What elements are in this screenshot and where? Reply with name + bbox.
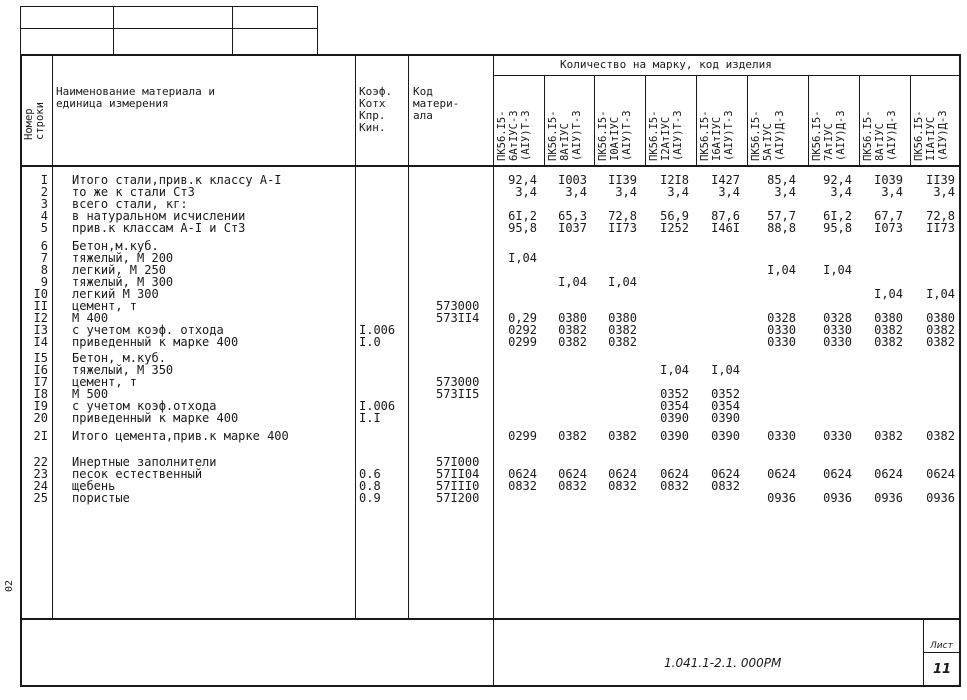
quantity-cell: 0380 [558, 311, 587, 325]
quantity-cell: 0624 [767, 467, 796, 481]
row-number: I3 [33, 323, 48, 337]
quantity-cell: 0354 [711, 399, 740, 413]
row-number: I6 [33, 363, 48, 377]
product-column-header: ПК56.I5- I6АтIУС (АIУ)Т-3 [699, 110, 735, 161]
quantity-cell: 0832 [660, 479, 689, 493]
quantity-cell: 0354 [660, 399, 689, 413]
quantity-cell: 0382 [608, 335, 637, 349]
material-name: Итого цемента,прив.к марке 400 [72, 429, 289, 443]
quantity-cell: 3,4 [667, 185, 689, 199]
material-name: Бетон,м.куб. [72, 239, 159, 253]
quantity-cell: I,04 [823, 263, 852, 277]
row-number: 4 [40, 209, 48, 223]
quantity-cell: 0390 [660, 411, 689, 425]
material-name: в натуральном исчислении [72, 209, 246, 223]
material-name: приведенный к марке 400 [72, 335, 239, 349]
product-col-separator [696, 75, 697, 165]
quantity-cell: 72,8 [608, 209, 637, 223]
row-number: 2I [33, 429, 48, 443]
col-separator [52, 54, 53, 618]
quantity-cell: 0328 [767, 311, 796, 325]
quantity-cell: 0936 [767, 491, 796, 505]
quantity-cell: 0330 [823, 429, 852, 443]
quantity-cell: 0330 [823, 323, 852, 337]
row-no-header: Номер строки [23, 102, 46, 140]
row-number: 9 [40, 275, 48, 289]
material-name: Бетон, м.куб. [72, 351, 166, 365]
quantity-cell: 0380 [608, 311, 637, 325]
quantity-cell: 0292 [508, 323, 537, 337]
sheet-number: 11 [933, 662, 952, 677]
row-number: I [40, 173, 48, 187]
frame-right [959, 54, 961, 686]
frame-bottom [20, 685, 961, 687]
product-column-header: ПК56.I5- 8АтIУС (АIУ)Д-3 [862, 110, 898, 161]
quantity-cell: 0624 [558, 467, 587, 481]
quantity-cell: 0352 [660, 387, 689, 401]
product-col-separator [544, 75, 545, 165]
quantity-cell: I252 [660, 221, 689, 235]
quantity-cell: 0382 [608, 323, 637, 337]
quantity-cell: I2I8 [660, 173, 689, 187]
product-col-separator [747, 75, 748, 165]
row-number: 2 [40, 185, 48, 199]
quantity-cell: 0624 [508, 467, 537, 481]
quantity-cell: 0624 [926, 467, 955, 481]
row-number: 24 [33, 479, 48, 493]
row-number: I7 [33, 375, 48, 389]
quantity-cell: 0936 [874, 491, 903, 505]
product-column-header: ПК56.I5- 5АтIУС (АIУ)Д-3 [750, 110, 786, 161]
top-stamp-line [113, 6, 114, 54]
product-column-header: ПК56.I5- IIАтIУС (АIУ)Д-3 [913, 110, 949, 161]
row-number: 8 [40, 263, 48, 277]
quantity-cell: I,04 [874, 287, 903, 301]
quantity-cell: 0382 [874, 429, 903, 443]
quantity-cell: 0624 [823, 467, 852, 481]
quantity-cell: 3,4 [881, 185, 903, 199]
quantity-cell: 0390 [660, 429, 689, 443]
material-name: тяжелый, М 350 [72, 363, 174, 377]
product-column-header: ПК56.I5- 8АтIУС (АIУ)Т-3 [547, 110, 583, 161]
material-name: всего стали, кг: [72, 197, 188, 211]
quantity-cell: I,04 [608, 275, 637, 289]
quantity-cell: 0352 [711, 387, 740, 401]
row-number: I4 [33, 335, 48, 349]
quantity-cell: 0380 [874, 311, 903, 325]
coefficient: 0.9 [359, 491, 381, 505]
quantity-cell: 56,9 [660, 209, 689, 223]
quantity-cell: 6I,2 [823, 209, 852, 223]
quantity-cell: I46I [711, 221, 740, 235]
material-name: с учетом коэф. отхода [72, 323, 224, 337]
quantity-cell: 95,8 [508, 221, 537, 235]
quantity-cell: 0382 [608, 429, 637, 443]
product-column-header: ПК56.I5- I0АтIУС (АIУ)Т-3 [597, 110, 633, 161]
quantity-cell: 0832 [711, 479, 740, 493]
col-separator [355, 54, 356, 618]
quantity-cell: 0624 [608, 467, 637, 481]
quantity-cell: 0624 [874, 467, 903, 481]
quantity-cell: 3,4 [565, 185, 587, 199]
quantity-cell: I427 [711, 173, 740, 187]
quantity-cell: 3,4 [615, 185, 637, 199]
row-number: 5 [40, 221, 48, 235]
quantity-cell: 0382 [558, 335, 587, 349]
quantity-cell: I,04 [558, 275, 587, 289]
top-stamp-line [20, 28, 317, 29]
row-number: 22 [33, 455, 48, 469]
quantity-cell: 0832 [558, 479, 587, 493]
quantity-cell: 0382 [558, 323, 587, 337]
quantity-cell: II39 [926, 173, 955, 187]
product-col-separator [645, 75, 646, 165]
material-name: прив.к классам А-I и Ст3 [72, 221, 246, 235]
material-name: цемент, т [72, 299, 138, 313]
material-name: цемент, т [72, 375, 138, 389]
product-col-separator [808, 75, 809, 165]
quantity-cell: I,04 [508, 251, 537, 265]
sheet-label: Лист [930, 641, 953, 651]
qty-header: Количество на марку, код изделия [560, 58, 772, 71]
material-code: 573000 [436, 375, 480, 389]
material-name: М 500 [72, 387, 109, 401]
quantity-cell: 0,29 [508, 311, 537, 325]
product-column-header: ПК56.I5- I2АтIУС (АIУ)Т-3 [648, 110, 684, 161]
quantity-cell: 0330 [767, 429, 796, 443]
quantity-cell: I037 [558, 221, 587, 235]
material-name: с учетом коэф.отхода [72, 399, 217, 413]
material-code: 57I000 [436, 455, 480, 469]
row-number: I5 [33, 351, 48, 365]
row-number: 7 [40, 251, 48, 265]
quantity-cell: 57,7 [767, 209, 796, 223]
frame-top [20, 54, 960, 56]
top-stamp-line [20, 6, 21, 54]
quantity-cell: 3,4 [830, 185, 852, 199]
quantity-cell: 0330 [767, 335, 796, 349]
margin-note: 02 [4, 579, 15, 592]
quantity-cell: 3,4 [718, 185, 740, 199]
coefficient: I.I [359, 411, 381, 425]
row-number: 23 [33, 467, 48, 481]
header-separator [20, 165, 960, 167]
top-stamp-line [20, 6, 317, 7]
quantity-cell: 0382 [874, 323, 903, 337]
quantity-cell: 0390 [711, 429, 740, 443]
row-number: I8 [33, 387, 48, 401]
quantity-cell: II73 [926, 221, 955, 235]
top-stamp-line [317, 6, 318, 54]
quantity-cell: 0382 [926, 323, 955, 337]
quantity-cell: 65,3 [558, 209, 587, 223]
material-name: Инертные заполнители [72, 455, 217, 469]
row-number: II [33, 299, 48, 313]
quantity-cell: 0832 [608, 479, 637, 493]
quantity-cell: 95,8 [823, 221, 852, 235]
quantity-cell: 0299 [508, 429, 537, 443]
row-number: I2 [33, 311, 48, 325]
quantity-cell: 0832 [508, 479, 537, 493]
quantity-cell: 0382 [926, 429, 955, 443]
row-number: 25 [33, 491, 48, 505]
quantity-cell: I,04 [926, 287, 955, 301]
quantity-cell: 0624 [711, 467, 740, 481]
product-column-header: ПК56.I5- 6АтIУС-3 (АIУ)Т-3 [496, 110, 532, 161]
material-name: легкий М 300 [72, 287, 159, 301]
material-name: тяжелый, М 200 [72, 251, 174, 265]
quantity-cell: 67,7 [874, 209, 903, 223]
table-bottom [20, 618, 960, 620]
row-number: 6 [40, 239, 48, 253]
code-header: Код матери- ала [413, 85, 460, 122]
quantity-cell: 0299 [508, 335, 537, 349]
quantity-cell: 92,4 [508, 173, 537, 187]
col-separator [408, 54, 409, 618]
material-name: Итого стали,прив.к классу А-I [72, 173, 282, 187]
quantity-cell: 0330 [823, 335, 852, 349]
quantity-cell: 88,8 [767, 221, 796, 235]
quantity-cell: I,04 [711, 363, 740, 377]
product-col-separator [910, 75, 911, 165]
quantity-cell: II73 [608, 221, 637, 235]
quantity-cell: 0624 [660, 467, 689, 481]
material-code: 57II04 [436, 467, 480, 481]
document-code: 1.041.1-2.1. 000РМ [664, 656, 782, 670]
quantity-cell: 87,6 [711, 209, 740, 223]
coefficient: 0.6 [359, 467, 381, 481]
quantity-cell: 0380 [926, 311, 955, 325]
material-code: 573000 [436, 299, 480, 313]
quantity-cell: 0382 [558, 429, 587, 443]
qty-header-line [493, 75, 959, 76]
product-col-separator [859, 75, 860, 165]
coefficient: 0.8 [359, 479, 381, 493]
quantity-cell: 92,4 [823, 173, 852, 187]
product-column-header: ПК56.I5- 7АтIУС (АIУ)Д-3 [811, 110, 847, 161]
quantity-cell: 72,8 [926, 209, 955, 223]
material-name: М 400 [72, 311, 109, 325]
material-name: пористые [72, 491, 130, 505]
quantity-cell: I039 [874, 173, 903, 187]
material-code: 573II5 [436, 387, 480, 401]
product-col-separator [594, 75, 595, 165]
quantity-cell: 0936 [926, 491, 955, 505]
material-name: легкий, М 250 [72, 263, 166, 277]
top-stamp-line [232, 6, 233, 54]
quantity-cell: 3,4 [933, 185, 955, 199]
material-code: 57III0 [436, 479, 480, 493]
material-name: щебень [72, 479, 116, 493]
quantity-cell: 3,4 [774, 185, 796, 199]
material-code: 573II4 [436, 311, 480, 325]
quantity-cell: 0328 [823, 311, 852, 325]
coefficient: I.006 [359, 399, 396, 413]
material-name: приведенный к марке 400 [72, 411, 239, 425]
quantity-cell: I003 [558, 173, 587, 187]
quantity-cell: II39 [608, 173, 637, 187]
coef-header: Коэф. Котх Кпр. Кин. [359, 85, 393, 134]
quantity-cell: I,04 [660, 363, 689, 377]
coefficient: I.006 [359, 323, 396, 337]
material-code: 57I200 [436, 491, 480, 505]
quantity-cell: 0382 [926, 335, 955, 349]
coefficient: I.0 [359, 335, 381, 349]
quantity-cell: 0382 [874, 335, 903, 349]
quantity-cell: 85,4 [767, 173, 796, 187]
row-number: 20 [33, 411, 48, 425]
quantity-cell: 6I,2 [508, 209, 537, 223]
quantity-cell: 0936 [823, 491, 852, 505]
quantity-cell: 0330 [767, 323, 796, 337]
row-number: I0 [33, 287, 48, 301]
material-name: тяжелый, М 300 [72, 275, 174, 289]
quantity-cell: 3,4 [515, 185, 537, 199]
quantity-cell: 0390 [711, 411, 740, 425]
material-name: песок естественный [72, 467, 203, 481]
name-header: Наименование материала и единица измерения [56, 85, 215, 110]
quantity-cell: I,04 [767, 263, 796, 277]
material-name: то же к стали Ст3 [72, 185, 195, 199]
row-number: 3 [40, 197, 48, 211]
col-separator [493, 54, 494, 686]
row-number: I9 [33, 399, 48, 413]
quantity-cell: I073 [874, 221, 903, 235]
